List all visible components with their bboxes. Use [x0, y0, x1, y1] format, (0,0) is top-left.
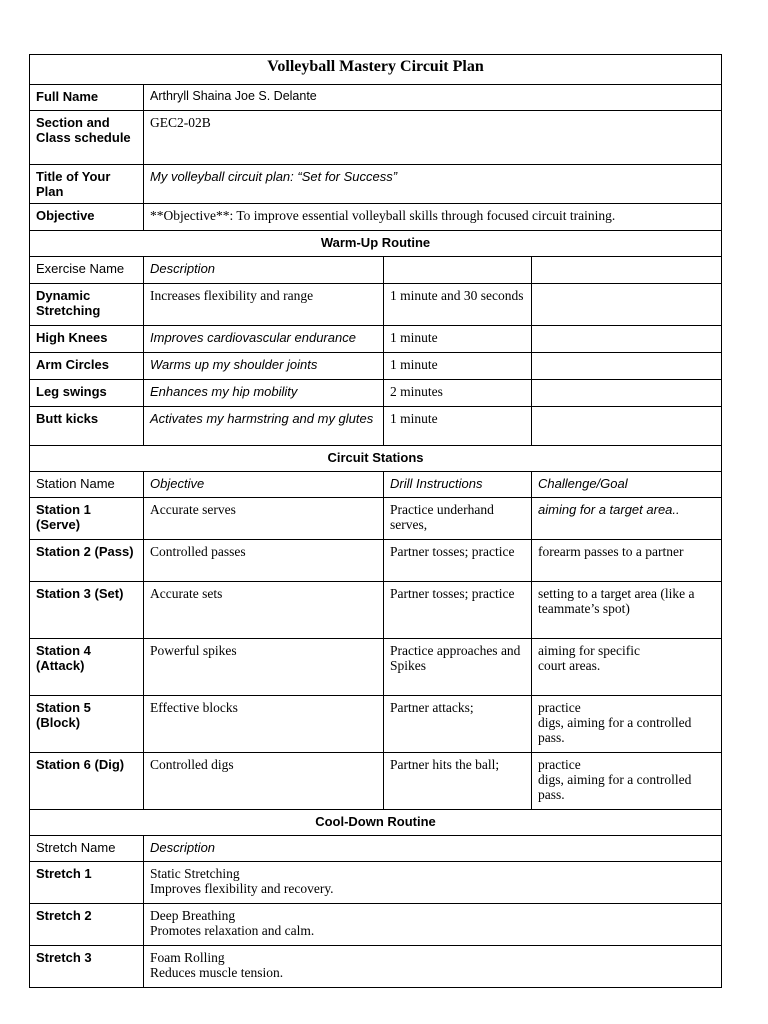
station-objective: Accurate serves — [144, 498, 384, 540]
warmup-col-description: Description — [144, 257, 384, 284]
station-row — [30, 582, 722, 639]
station-drill: Practice approaches and Spikes — [384, 639, 532, 696]
circuit-plan-table — [29, 54, 722, 988]
stretch-description — [144, 862, 722, 904]
plan-title-row — [30, 165, 722, 204]
section-label: Section and Class schedule — [30, 111, 144, 165]
objective-label: Objective — [30, 204, 144, 231]
cooldown-col-stretch: Stretch Name — [30, 836, 144, 862]
warmup-exercise-name: Dynamic Stretching — [30, 284, 144, 326]
title-row — [30, 55, 722, 85]
plan-title-value: My volleyball circuit plan: “Set for Success” — [144, 165, 722, 204]
warmup-row — [30, 407, 722, 446]
warmup-exercise-time: 2 minutes — [384, 380, 532, 407]
stretch-title: Deep Breathing — [150, 908, 236, 923]
station-name: Station 2 (Pass) — [30, 540, 144, 582]
warmup-col-empty-1 — [384, 257, 532, 284]
station-row — [30, 696, 722, 753]
station-row — [30, 639, 722, 696]
circuit-col-station: Station Name — [30, 472, 144, 498]
warmup-heading: Warm-Up Routine — [30, 231, 722, 257]
stretch-title: Foam Rolling — [150, 950, 225, 965]
station-drill: Partner hits the ball; — [384, 753, 532, 810]
stretch-row — [30, 862, 722, 904]
warmup-exercise-desc: Improves cardiovascular endurance — [144, 326, 384, 353]
warmup-row — [30, 380, 722, 407]
stretch-name: Stretch 3 — [30, 946, 144, 988]
station-goal: setting to a target area (like a teammate’s spot) — [532, 582, 722, 639]
station-objective: Powerful spikes — [144, 639, 384, 696]
full-name-row — [30, 85, 722, 111]
station-name: Station 6 (Dig) — [30, 753, 144, 810]
warmup-exercise-time: 1 minute — [384, 326, 532, 353]
warmup-exercise-desc: Activates my harmstring and my glutes — [144, 407, 384, 446]
station-goal: practice digs, aiming for a controlled pass. — [532, 696, 722, 753]
station-objective: Accurate sets — [144, 582, 384, 639]
warmup-empty-cell — [532, 353, 722, 380]
warmup-row — [30, 326, 722, 353]
station-row — [30, 753, 722, 810]
station-drill: Practice underhand serves, — [384, 498, 532, 540]
station-name: Station 4 (Attack) — [30, 639, 144, 696]
cooldown-heading: Cool-Down Routine — [30, 810, 722, 836]
stretch-name: Stretch 1 — [30, 862, 144, 904]
warmup-exercise-name: Leg swings — [30, 380, 144, 407]
station-goal: forearm passes to a partner — [532, 540, 722, 582]
stretch-benefit: Improves flexibility and recovery. — [150, 881, 334, 896]
cooldown-heading-row — [30, 810, 722, 836]
station-name: Station 1 (Serve) — [30, 498, 144, 540]
warmup-empty-cell — [532, 407, 722, 446]
warmup-exercise-name: Butt kicks — [30, 407, 144, 446]
plan-title-label: Title of Your Plan — [30, 165, 144, 204]
warmup-row — [30, 353, 722, 380]
objective-value: **Objective**: To improve essential volleyball skills through focused circuit training. — [144, 204, 722, 231]
cooldown-col-description: Description — [144, 836, 722, 862]
warmup-heading-row — [30, 231, 722, 257]
warmup-exercise-desc: Warms up my shoulder joints — [144, 353, 384, 380]
station-objective: Controlled digs — [144, 753, 384, 810]
station-goal: practice digs, aiming for a controlled pass. — [532, 753, 722, 810]
station-goal: aiming for specific court areas. — [532, 639, 722, 696]
warmup-empty-cell — [532, 284, 722, 326]
full-name-value: Arthryll Shaina Joe S. Delante — [144, 85, 722, 111]
station-objective: Controlled passes — [144, 540, 384, 582]
circuit-heading: Circuit Stations — [30, 446, 722, 472]
warmup-row — [30, 284, 722, 326]
station-row — [30, 540, 722, 582]
warmup-exercise-time: 1 minute and 30 seconds — [384, 284, 532, 326]
stretch-title: Static Stretching — [150, 866, 240, 881]
circuit-heading-row — [30, 446, 722, 472]
warmup-header-row — [30, 257, 722, 284]
stretch-description — [144, 946, 722, 988]
warmup-empty-cell — [532, 380, 722, 407]
station-row — [30, 498, 722, 540]
stretch-description — [144, 904, 722, 946]
full-name-label: Full Name — [30, 85, 144, 111]
circuit-header-row — [30, 472, 722, 498]
warmup-exercise-time: 1 minute — [384, 353, 532, 380]
stretch-row — [30, 904, 722, 946]
station-name: Station 5 (Block) — [30, 696, 144, 753]
circuit-col-objective: Objective — [144, 472, 384, 498]
warmup-exercise-name: Arm Circles — [30, 353, 144, 380]
warmup-exercise-time: 1 minute — [384, 407, 532, 446]
stretch-name: Stretch 2 — [30, 904, 144, 946]
warmup-exercise-name: High Knees — [30, 326, 144, 353]
warmup-col-exercise: Exercise Name — [30, 257, 144, 284]
station-objective: Effective blocks — [144, 696, 384, 753]
objective-row — [30, 204, 722, 231]
station-drill: Partner tosses; practice — [384, 540, 532, 582]
warmup-exercise-desc: Enhances my hip mobility — [144, 380, 384, 407]
station-drill: Partner attacks; — [384, 696, 532, 753]
warmup-col-empty-2 — [532, 257, 722, 284]
station-drill: Partner tosses; practice — [384, 582, 532, 639]
stretch-benefit: Promotes relaxation and calm. — [150, 923, 315, 938]
section-row — [30, 111, 722, 165]
station-name: Station 3 (Set) — [30, 582, 144, 639]
stretch-benefit: Reduces muscle tension. — [150, 965, 284, 980]
page-title: Volleyball Mastery Circuit Plan — [30, 55, 722, 85]
warmup-exercise-desc: Increases flexibility and range — [144, 284, 384, 326]
warmup-empty-cell — [532, 326, 722, 353]
circuit-col-goal: Challenge/Goal — [532, 472, 722, 498]
section-value: GEC2-02B — [144, 111, 722, 165]
circuit-col-drill: Drill Instructions — [384, 472, 532, 498]
station-goal: aiming for a target area.. — [532, 498, 722, 540]
cooldown-header-row — [30, 836, 722, 862]
stretch-row — [30, 946, 722, 988]
